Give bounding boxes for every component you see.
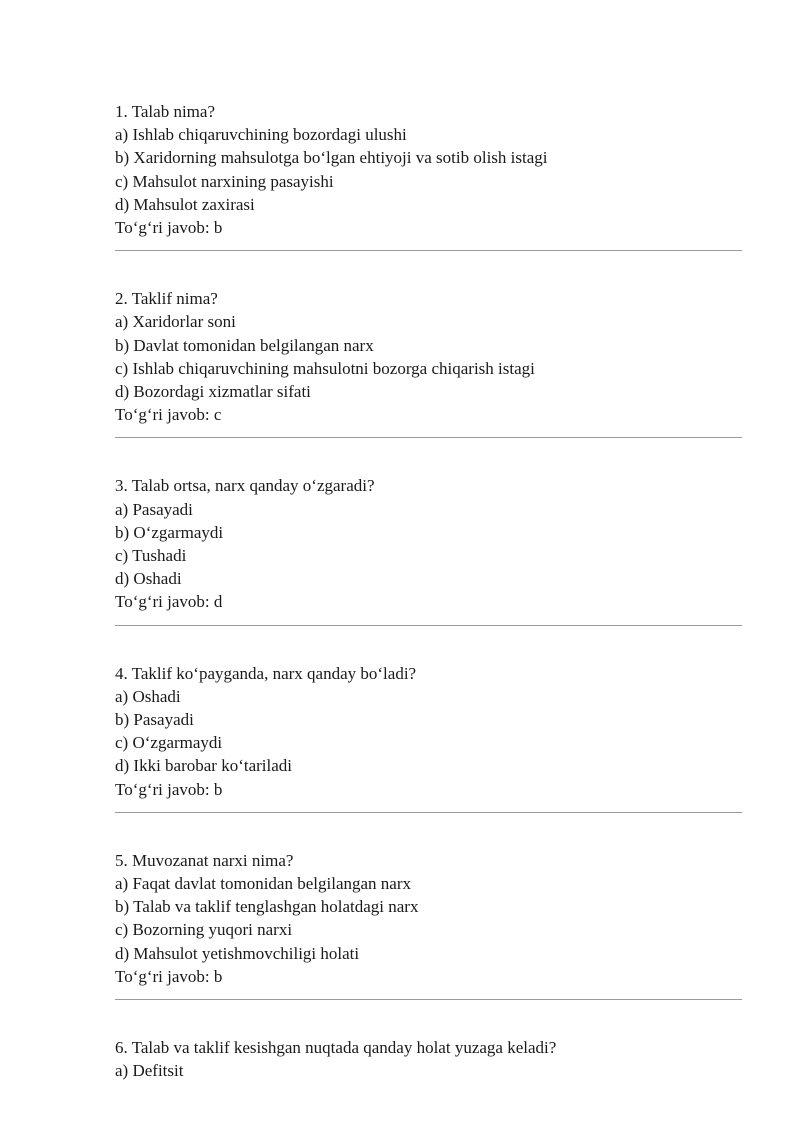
option-b: b) Pasayadi <box>115 710 194 730</box>
option-c: c) Tushadi <box>115 546 187 566</box>
option-a: a) Xaridorlar soni <box>115 312 236 332</box>
option-a: a) Ishlab chiqaruvchining bozordagi ulushi <box>115 125 407 145</box>
document-page <box>115 100 742 1083</box>
option-b: b) Davlat tomonidan belgilangan narx <box>115 335 374 355</box>
option-c: c) Mahsulot narxining pasayishi <box>115 171 334 191</box>
option-b: b) Talab va taklif tenglashgan holatdagi narx <box>115 897 419 917</box>
question-block-6 <box>115 1036 742 1082</box>
question-block-1 <box>115 100 742 239</box>
correct-answer: To‘g‘ri javob: c <box>115 405 222 425</box>
option-d: d) Mahsulot yetishmovchiligi holati <box>115 943 360 963</box>
divider <box>115 812 742 813</box>
option-d: d) Mahsulot zaxirasi <box>115 194 255 214</box>
question-block-2 <box>115 287 742 426</box>
question-text: 1. Talab nima? <box>115 102 215 121</box>
option-c: c) O‘zgarmaydi <box>115 733 223 753</box>
question-block-4 <box>115 662 742 801</box>
divider <box>115 437 742 438</box>
option-b: b) Xaridorning mahsulotga bo‘lgan ehtiyoji va sotib olish istagi <box>115 148 548 168</box>
correct-answer: To‘g‘ri javob: b <box>115 218 223 238</box>
option-c: c) Ishlab chiqaruvchining mahsulotni bozorga chiqarish istagi <box>115 358 535 378</box>
question-text: 4. Taklif ko‘payganda, narx qanday bo‘ladi? <box>115 663 417 683</box>
option-d: d) Bozordagi xizmatlar sifati <box>115 382 311 402</box>
question-text: 3. Talab ortsa, narx qanday o‘zgaradi? <box>115 476 375 496</box>
option-d: d) Ikki barobar ko‘tariladi <box>115 756 293 776</box>
question-text: 2. Taklif nima? <box>115 289 218 309</box>
question-text: 5. Muvozanat narxi nima? <box>115 850 294 870</box>
divider <box>115 250 742 251</box>
option-a: a) Oshadi <box>115 686 181 706</box>
correct-answer: To‘g‘ri javob: b <box>115 779 223 799</box>
divider <box>115 999 742 1000</box>
option-a: a) Faqat davlat tomonidan belgilangan narx <box>115 874 411 894</box>
option-a: a) Pasayadi <box>115 499 193 519</box>
divider <box>115 625 742 626</box>
correct-answer: To‘g‘ri javob: b <box>115 966 223 986</box>
option-b: b) O‘zgarmaydi <box>115 522 224 542</box>
correct-answer: To‘g‘ri javob: d <box>115 592 223 612</box>
option-c: c) Bozorning yuqori narxi <box>115 920 293 940</box>
option-a: a) Defitsit <box>115 1061 184 1081</box>
question-block-3 <box>115 474 742 613</box>
question-text: 6. Talab va taklif kesishgan nuqtada qanday holat yuzaga keladi? <box>115 1038 557 1058</box>
option-d: d) Oshadi <box>115 569 182 589</box>
question-block-5 <box>115 849 742 988</box>
